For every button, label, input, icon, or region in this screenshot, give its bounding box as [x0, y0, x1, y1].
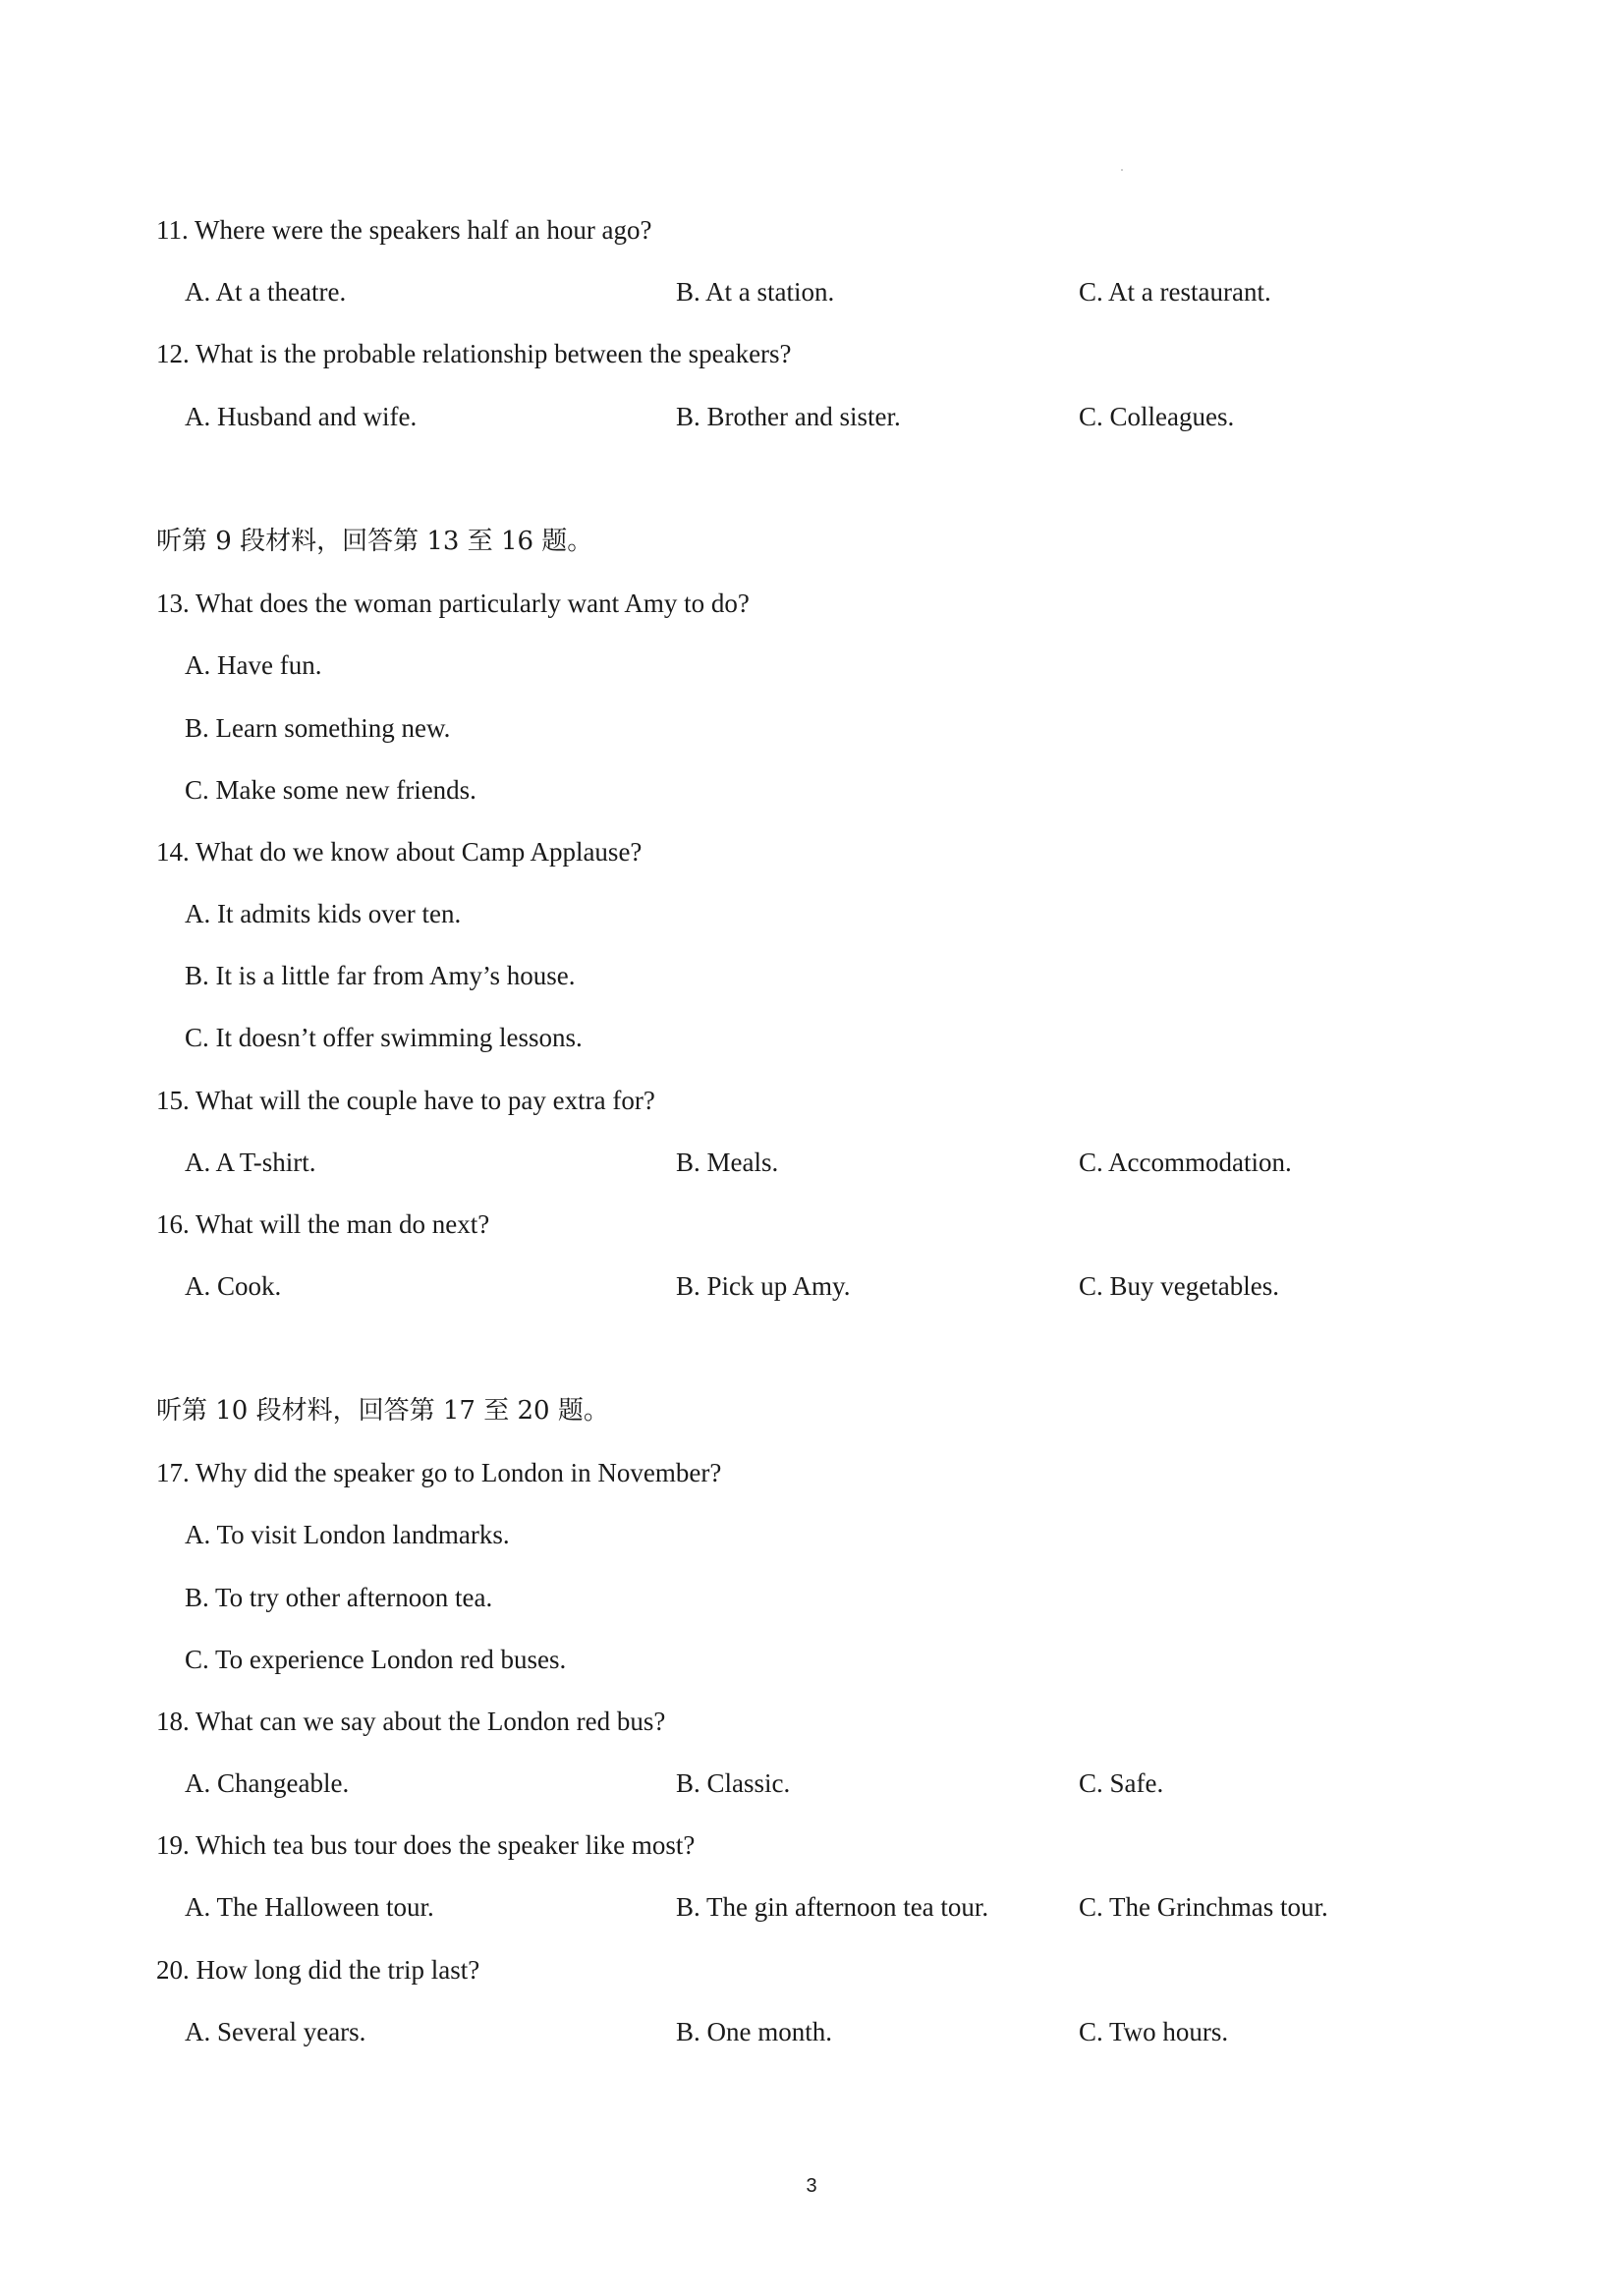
- q19-option-b: B. The gin afternoon tea tour.: [676, 1892, 989, 1922]
- question-14: 14. What do we know about Camp Applause?: [156, 837, 643, 867]
- q13-option-c: C. Make some new friends.: [185, 775, 476, 805]
- question-16: 16. What will the man do next?: [156, 1209, 490, 1239]
- q18-option-b: B. Classic.: [676, 1768, 791, 1798]
- question-20: 20. How long did the trip last?: [156, 1955, 480, 1985]
- scan-speck: [1121, 169, 1123, 171]
- q14-option-a: A. It admits kids over ten.: [185, 899, 462, 928]
- q17-option-b: B. To try other afternoon tea.: [185, 1583, 493, 1612]
- q16-option-a: A. Cook.: [185, 1271, 282, 1301]
- section-heading-10: 听第 10 段材料，回答第 17 至 20 题。: [156, 1396, 609, 1426]
- q16-option-c: C. Buy vegetables.: [1079, 1271, 1279, 1301]
- q19-option-c: C. The Grinchmas tour.: [1079, 1892, 1328, 1922]
- question-13: 13. What does the woman particularly want Amy to do?: [156, 588, 750, 618]
- question-15: 15. What will the couple have to pay extra for?: [156, 1086, 655, 1115]
- q20-option-c: C. Two hours.: [1079, 2017, 1229, 2046]
- q18-option-c: C. Safe.: [1079, 1768, 1164, 1798]
- q12-option-b: B. Brother and sister.: [676, 402, 901, 431]
- q17-option-c: C. To experience London red buses.: [185, 1645, 567, 1674]
- q15-option-b: B. Meals.: [676, 1148, 779, 1177]
- q14-option-b: B. It is a little far from Amy’s house.: [185, 961, 576, 990]
- section-heading-9: 听第 9 段材料，回答第 13 至 16 题。: [156, 527, 593, 556]
- q15-option-a: A. A T-shirt.: [185, 1148, 316, 1177]
- question-11: 11. Where were the speakers half an hour ago?: [156, 215, 652, 245]
- page-number: 3: [806, 2175, 817, 2197]
- question-17: 17. Why did the speaker go to London in November?: [156, 1458, 722, 1487]
- q16-option-b: B. Pick up Amy.: [676, 1271, 851, 1301]
- question-12: 12. What is the probable relationship between the speakers?: [156, 339, 792, 368]
- q11-option-b: B. At a station.: [676, 277, 835, 307]
- q15-option-c: C. Accommodation.: [1079, 1148, 1292, 1177]
- question-19: 19. Which tea bus tour does the speaker like most?: [156, 1830, 696, 1860]
- q19-option-a: A. The Halloween tour.: [185, 1892, 434, 1922]
- q18-option-a: A. Changeable.: [185, 1768, 350, 1798]
- q11-option-a: A. At a theatre.: [185, 277, 347, 307]
- q13-option-b: B. Learn something new.: [185, 713, 451, 743]
- q12-option-a: A. Husband and wife.: [185, 402, 418, 431]
- question-18: 18. What can we say about the London red bus?: [156, 1707, 666, 1736]
- q17-option-a: A. To visit London landmarks.: [185, 1520, 510, 1549]
- q20-option-a: A. Several years.: [185, 2017, 366, 2046]
- q14-option-c: C. It doesn’t offer swimming lessons.: [185, 1023, 583, 1052]
- q12-option-c: C. Colleagues.: [1079, 402, 1235, 431]
- q13-option-a: A. Have fun.: [185, 650, 322, 680]
- q20-option-b: B. One month.: [676, 2017, 832, 2046]
- q11-option-c: C. At a restaurant.: [1079, 277, 1271, 307]
